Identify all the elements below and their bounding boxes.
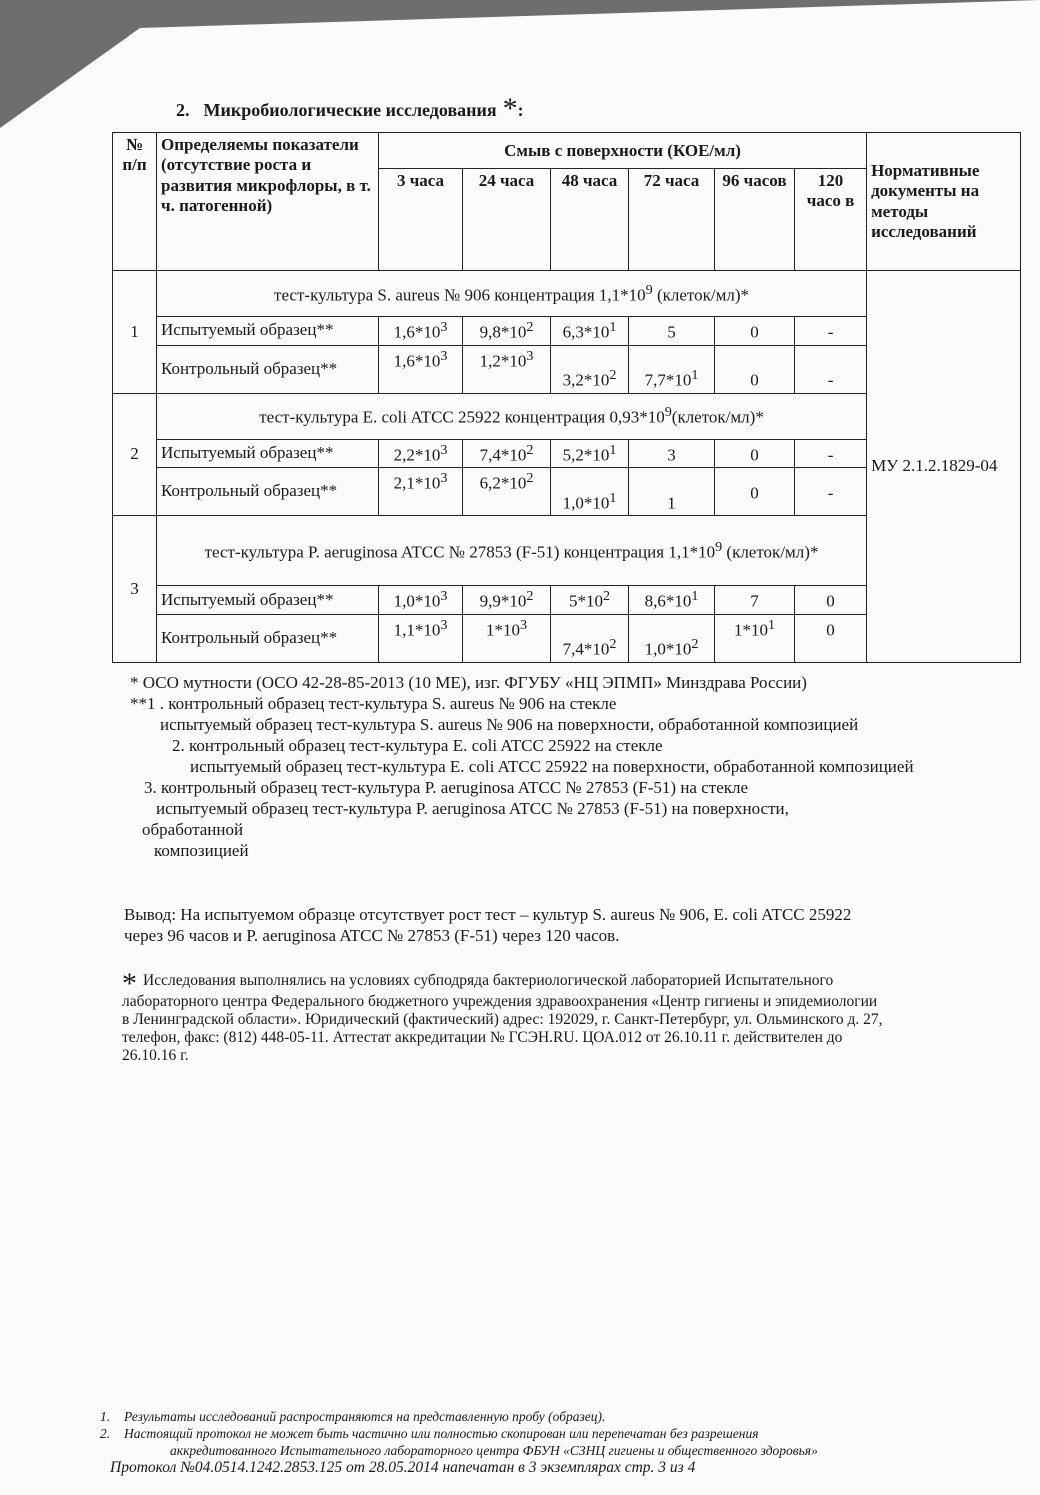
header-time: 48 часа [551,169,629,271]
value-cell: $1*10^1$ [715,614,795,662]
value-cell: $1,0*10^2$ [629,614,715,662]
header-number: № п/п [113,133,157,271]
culture-row: тест-культура E. coli ATCC 25922 концентрация $0,93*10^9(клеток/мл)*$ [157,393,867,439]
value-cell: $2,2*10^3$ [379,439,463,468]
conclusion [124,904,1004,946]
value-cell: $1,6*10^3$ [379,345,463,393]
value-cell: $2,1*10^3$ [379,468,463,516]
value-cell: $6,3*10^1$ [551,317,629,346]
value-cell: $9,9*10^2$ [463,586,551,615]
footer-note-2-cont: аккредитованного Испытательного лабораторного центра ФБУН «СЗНЦ гигиены и общественного здоровья» [170,1443,818,1458]
value-cell: 0 [715,439,795,468]
conclusion-line: Вывод: На испытуемом образце отсутствует рост тест – культур S. aureus № 906, E. coli ATCC 25922 [124,905,852,924]
header-time: 96 часов [715,169,795,271]
note-line: испытуемый образец тест-культура S. aureus № 906 на поверхности, обработанной композицией [160,715,859,734]
footnote-line: телефон, факс: (812) 448-05-11. Аттестат аккредитации № ГСЭН.RU. ЦОА.012 от 26.10.11 г. действителен до [122,1029,843,1046]
footer-note-1: Результаты исследований распространяются на представленную пробу (образец). [124,1409,606,1424]
sample-label: Контрольный образец** [157,468,379,516]
note-line: **1 . контрольный образец тест-культура S. aureus № 906 на стекле [130,694,617,713]
norm-document-value: МУ 2.1.2.1829-04 [867,271,1021,663]
culture-row: тест-культура P. aeruginosa ATCC № 27853 (F-51) концентрация $1,1*10^9$ (клеток/мл)* [157,516,867,586]
note-line: * ОСО мутности (ОСО 42-28-85-2013 (10 МЕ), изг. ФГУБУ «НЦ ЭПМП» Минздрава России) [130,673,807,692]
results-table [112,132,1021,663]
value-cell: $1*10^3$ [463,614,551,662]
value-cell: 5 [629,317,715,346]
value-cell: 7 [715,586,795,615]
section-title: 2. Микробиологические исследования *: [176,92,524,125]
sample-label: Контрольный образец** [157,614,379,662]
value-cell: 0 [715,468,795,516]
protocol-line: Протокол №04.0514.1242.2853.125 от 28.05.2014 напечатан в 3 экземплярах стр. 3 из 4 [110,1459,696,1476]
row-number: 2 [113,393,157,516]
header-time: 72 часа [629,169,715,271]
value-cell: $9,8*10^2$ [463,317,551,346]
value-cell: 0 [715,345,795,393]
value-cell: $7,4*10^2$ [463,439,551,468]
table-notes [130,672,1020,861]
sample-label: Испытуемый образец** [157,586,379,615]
row-number: 3 [113,516,157,663]
sample-label: Испытуемый образец** [157,317,379,346]
footnote-line: в Ленинградской области». Юридический (фактический) адрес: 192029, г. Санкт-Петербург, ул. Ольминского д. 27, [122,1011,883,1028]
value-cell: $8,6*10^1$ [629,586,715,615]
footnote-line: Исследования выполнялись на условиях субподряда бактериологической лабораторией Испытательного [143,972,834,989]
value-cell: 3 [629,439,715,468]
value-cell: $7,4*10^2$ [551,614,629,662]
value-cell: $1,0*10^1$ [551,468,629,516]
note-line: 3. контрольный образец тест-культура P. aeruginosa ATCC № 27853 (F-51) на стекле [144,778,749,797]
value-cell: 0 [795,586,867,615]
value-cell: $5,2*10^1$ [551,439,629,468]
value-cell: - [795,345,867,393]
value-cell: $1,1*10^3$ [379,614,463,662]
value-cell: 0 [795,614,867,662]
header-indicators: Определяемы показатели (отсутствие роста и развития микрофлоры, в т. ч. патогенной) [157,133,379,271]
value-cell: $1,0*10^3$ [379,586,463,615]
value-cell: $3,2*10^2$ [551,345,629,393]
footnote-line: лабораторного центра Федерального бюджетного учреждения здравоохранения «Центр гигиены и эпидемиологии [122,993,878,1010]
footer-note-2: Настоящий протокол не может быть частично или полностью скопирован или перепечатан без разрешения [124,1426,759,1441]
value-cell: - [795,439,867,468]
subcontract-footnote [122,967,1012,1065]
value-cell: - [795,317,867,346]
section-star: * [502,92,518,125]
sample-label: Испытуемый образец** [157,439,379,468]
value-cell: $1,6*10^3$ [379,317,463,346]
note-line: обработанной [142,820,244,839]
header-time: 3 часа [379,169,463,271]
note-line: 2. контрольный образец тест-культура E. coli ATCC 25922 на стекле [172,736,663,755]
note-line: испытуемый образец тест-культура P. aeruginosa ATCC № 27853 (F-51) на поверхности, [156,799,789,818]
conclusion-line: через 96 часов и P. aeruginosa ATCC № 27853 (F-51) через 120 часов. [124,926,620,945]
value-cell: $5*10^2$ [551,586,629,615]
value-cell: $6,2*10^2$ [463,468,551,516]
value-cell: $1,2*10^3$ [463,345,551,393]
value-cell: 1 [629,468,715,516]
value-cell: $7,7*10^1$ [629,345,715,393]
note-line: композицией [154,841,249,860]
row-number: 1 [113,271,157,394]
header-time: 24 часа [463,169,551,271]
header-surface-wash: Смыв с поверхности (КОЕ/мл) [379,133,867,169]
section-title-text: Микробиологические исследования [203,100,497,120]
sample-label: Контрольный образец** [157,345,379,393]
culture-row: тест-культура S. aureus № 906 концентрация $1,1*10^9$ (клеток/мл)* [157,271,867,317]
value-cell: 0 [715,317,795,346]
value-cell: - [795,468,867,516]
footnote-line: 26.10.16 г. [122,1047,189,1064]
header-norm-docs: Нормативные документы на методы исследований [867,133,1021,271]
page-footer: 1. Результаты исследований распространяются на представленную пробу (образец). 2. Настоящий протокол не может быть частично или полностью скопирован или перепечатан без разрешения аккредитованного Испытательного лабораторного центра ФБУН «СЗНЦ гигиены и общественного здоровья» Протокол №04.0514.1242.2853.125 от 28.05.2014 напечатан в 3 экземплярах стр. 3 из 4 [100,1408,1010,1476]
footnote-star: * [122,967,137,1000]
header-time: 120 часо в [795,169,867,271]
note-line: испытуемый образец тест-культура E. coli ATCC 25922 на поверхности, обработанной композицией [190,757,914,776]
